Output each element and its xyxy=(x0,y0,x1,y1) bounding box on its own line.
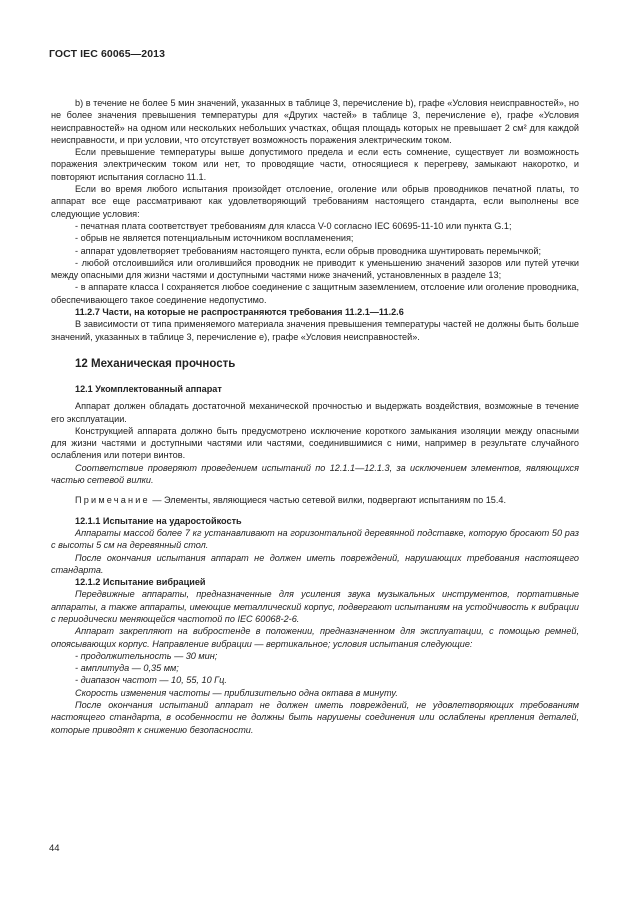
note-label: Примечание xyxy=(75,495,150,506)
list-item: - печатная плата соответствует требованиям для класса V-0 согласно IEC 60695-11-10 или пункта G.1; xyxy=(75,220,512,231)
paragraph: Если превышение температуры выше допустимого предела и если есть сомнение, существует ли возможность поражения электрическим током или нет, то проводящие части, относящиеся к перегреву, замыкают накоротко, и повторяют испытания согласно 11.1. xyxy=(51,147,579,182)
compliance-paragraph: Соответствие проверяют проведением испытаний по 12.1.1—12.1.3, за исключением элементов, являющихся частью сетевой вилки. xyxy=(51,462,579,486)
paragraph: Аппарат закрепляют на вибростенде в положении, предназначенном для эксплуатации, с помощью ремней, опоясывающих корпус. Направление вибрации — вертикальное; условия испытания следующие: xyxy=(51,626,579,649)
note-text: — Элементы, являющиеся частью сетевой вилки, подвергают испытаниям по 15.4. xyxy=(149,495,506,506)
list-item: - обрыв не является потенциальным источником воспламенения; xyxy=(75,233,354,244)
subsection-heading-11-2-7: 11.2.7 Части, на которые не распространяются требования 11.2.1—11.2.6 xyxy=(75,307,404,318)
paragraph: После окончания испытаний аппарат не должен иметь повреждений, не удовлетворяющих требованиям настоящего стандарта, в особенности не должны быть нарушены соединения или ослаблены крепления деталей, которые приводят к снижению безопасности. xyxy=(51,700,579,735)
subsection-heading-12-1-2: 12.1.2 Испытание вибрацией xyxy=(75,577,206,588)
paragraph: Конструкцией аппарата должно быть предусмотрено исключение короткого замыкания изоляции между опасными для жизни частями и доступными частями или частями, соединившимися с ними, например в результате случайного ослабления или потери винтов. xyxy=(51,425,579,461)
paragraph: Скорость изменения частоты — приблизительно одна октава в минуту. xyxy=(75,687,398,698)
list-item: - амплитуда — 0,35 мм; xyxy=(75,663,179,674)
page-body xyxy=(51,97,579,736)
page-header-doc-id: ГОСТ IEC 60065—2013 xyxy=(49,48,166,60)
list-item: - продолжительность — 30 мин; xyxy=(75,650,218,661)
section-heading-12: 12 Механическая прочность xyxy=(75,357,236,370)
subsection-heading-12-1: 12.1 Укомплектованный аппарат xyxy=(75,383,222,394)
paragraph: Если во время любого испытания произойдет отслоение, оголение или обрыв проводников печатной платы, то аппарат все еще рассматривают как удовлетворяющий требованиям настоящего стандарта, если выполнены все следующие условия: xyxy=(51,184,579,219)
list-item: - любой отслоившийся или оголившийся проводник не приводит к уменьшению значений зазоров или путей утечки между опасными для жизни частями и доступными частями ниже значений, установленных в разделе 13; xyxy=(51,257,579,281)
list-item: - в аппарате класса I сохраняется любое соединение с защитным заземлением, отслоение или оголение проводника, обеспечивающего такое соединение недопустимо. xyxy=(51,282,579,305)
paragraph: В зависимости от типа применяемого материала значения превышения температуры частей не должны быть больше значений, указанных в таблице 3, перечисление e), графе «Условия неисправностей». xyxy=(51,319,579,342)
subsection-heading-12-1-1: 12.1.1 Испытание на ударостойкость xyxy=(75,515,242,526)
list-item: - аппарат удовлетворяет требованиям настоящего пункта, если обрыв проводника шунтировать перемычкой; xyxy=(75,245,542,256)
paragraph: Аппарат должен обладать достаточной механической прочностью и выдержать воздействия, возможные в течение его эксплуатации. xyxy=(51,401,579,424)
paragraph: Аппараты массой более 7 кг устанавливают на горизонтальной деревянной подставке, которую бросают 50 раз с высоты 5 см на деревянный стол. xyxy=(51,527,579,551)
paragraph: После окончания испытания аппарат не должен иметь повреждений, нарушающих требования настоящего стандарта. xyxy=(51,552,579,575)
page-number: 44 xyxy=(49,843,60,854)
list-item: - диапазон частот — 10, 55, 10 Гц. xyxy=(75,675,227,686)
note xyxy=(51,494,579,506)
paragraph: b) в течение не более 5 мин значений, указанных в таблице 3, перечисление b), графе «Условия неисправностей», но не более значения превышения температуры для «Других частей» в таблице 3, перечисление e), графе «Условия неисправностей» на одном или нескольких небольших участках, общая площадь которых не превышает 2 см² для каждой неисправности, и при условии, что отсутствует возможность поражения электрическим током. xyxy=(51,98,579,145)
paragraph: Передвижные аппараты, предназначенные для усиления звука музыкальных инструментов, портативные аппараты, а также аппараты, имеющие металлический корпус, подвергают испытаниям на устойчивость к вибрации с периодически меняющейся частотой по IEC 60068-2-6. xyxy=(51,589,579,624)
